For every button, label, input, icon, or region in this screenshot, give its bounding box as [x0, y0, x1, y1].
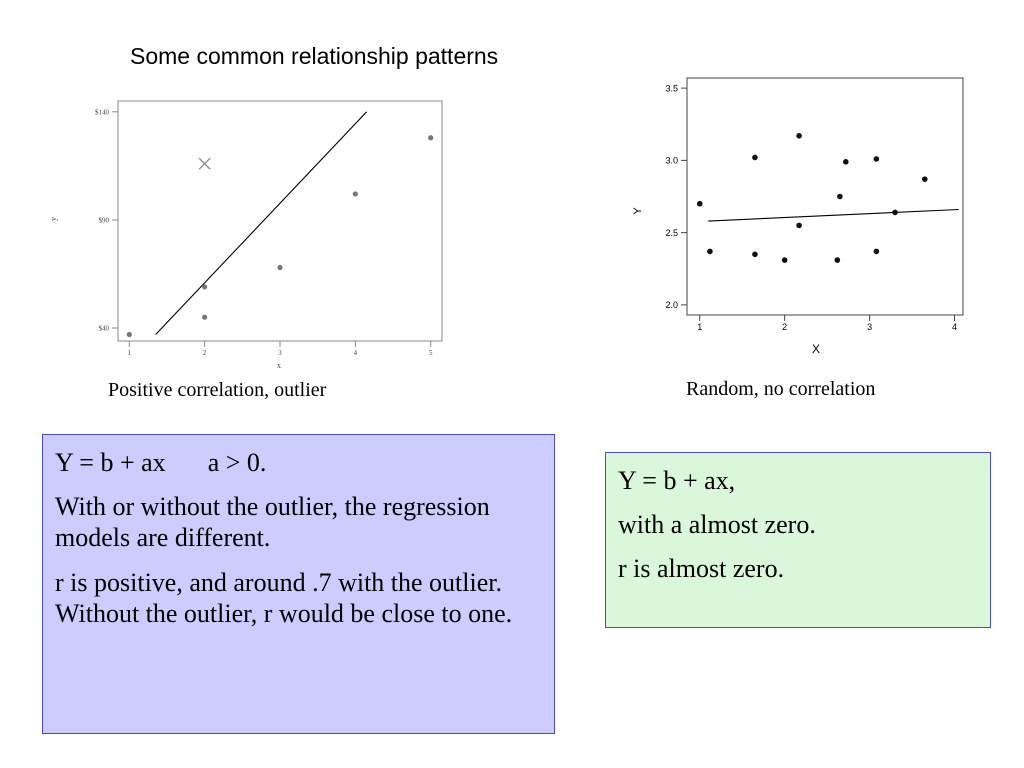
- outlier-point: [199, 158, 210, 169]
- data-point: [277, 265, 282, 270]
- data-point: [202, 284, 207, 289]
- data-point: [922, 176, 928, 182]
- y-tick-label: $90: [98, 216, 109, 225]
- data-point: [796, 223, 802, 229]
- regression-line: [708, 210, 959, 222]
- condition: a > 0.: [207, 448, 267, 477]
- data-point: [127, 332, 132, 337]
- x-tick-label: 3: [867, 322, 873, 332]
- caption-left: Positive correlation, outlier: [108, 379, 327, 401]
- y-axis-label: y: [49, 217, 58, 221]
- data-point: [752, 155, 758, 161]
- data-point: [874, 249, 880, 255]
- data-point: [837, 194, 843, 200]
- data-point: [202, 315, 207, 320]
- y-tick-label: 3.0: [665, 155, 678, 166]
- explanation-box-positive: [42, 434, 555, 734]
- paragraph-slope: with a almost zero.: [618, 510, 816, 540]
- paragraph-r-value: r is almost zero.: [618, 554, 785, 584]
- x-tick-label: 3: [278, 349, 282, 357]
- y-tick-label: $140: [95, 108, 109, 117]
- y-tick-label: 3.5: [665, 83, 678, 94]
- x-tick-label: 5: [428, 349, 433, 357]
- plot-frame: [118, 101, 442, 341]
- data-point: [874, 156, 880, 162]
- data-point: [752, 252, 758, 258]
- data-point: [843, 159, 849, 165]
- paragraph-r-value: r is positive, and around .7 with the outlier. Without the outlier, r would be close to one.: [55, 567, 513, 628]
- y-tick-label: $40: [98, 324, 109, 333]
- chart-positive-correlation: [49, 101, 442, 370]
- slide-title: Some common relationship patterns: [130, 43, 499, 69]
- data-point: [892, 210, 898, 216]
- data-point: [697, 201, 703, 207]
- paragraph-outlier: With or without the outlier, the regression models are different.: [55, 492, 490, 553]
- regression-line: [156, 112, 367, 335]
- plot-frame: [687, 78, 963, 315]
- chart-random-no-correlation: [632, 78, 963, 356]
- equation: Y = b + ax: [55, 448, 166, 477]
- data-point: [796, 133, 802, 139]
- x-axis-label: X: [811, 342, 821, 356]
- x-tick-label: 1: [127, 349, 132, 357]
- x-axis-label: x: [277, 361, 281, 370]
- x-tick-label: 1: [697, 322, 703, 332]
- x-tick-label: 4: [951, 322, 958, 332]
- x-tick-label: 2: [782, 322, 788, 332]
- y-tick-label: 2.0: [665, 300, 678, 311]
- y-tick-label: 2.5: [665, 227, 678, 238]
- data-point: [782, 257, 788, 263]
- data-point: [835, 257, 841, 263]
- equation-line: [55, 447, 542, 478]
- data-point: [707, 249, 713, 255]
- x-tick-label: 4: [353, 349, 358, 357]
- data-point: [353, 191, 358, 196]
- explanation-box-random: [605, 452, 991, 628]
- y-axis-label: Y: [632, 207, 644, 215]
- x-tick-label: 2: [202, 349, 207, 357]
- caption-right: Random, no correlation: [686, 378, 876, 400]
- equation: Y = b + ax,: [618, 466, 736, 495]
- data-point: [428, 135, 433, 140]
